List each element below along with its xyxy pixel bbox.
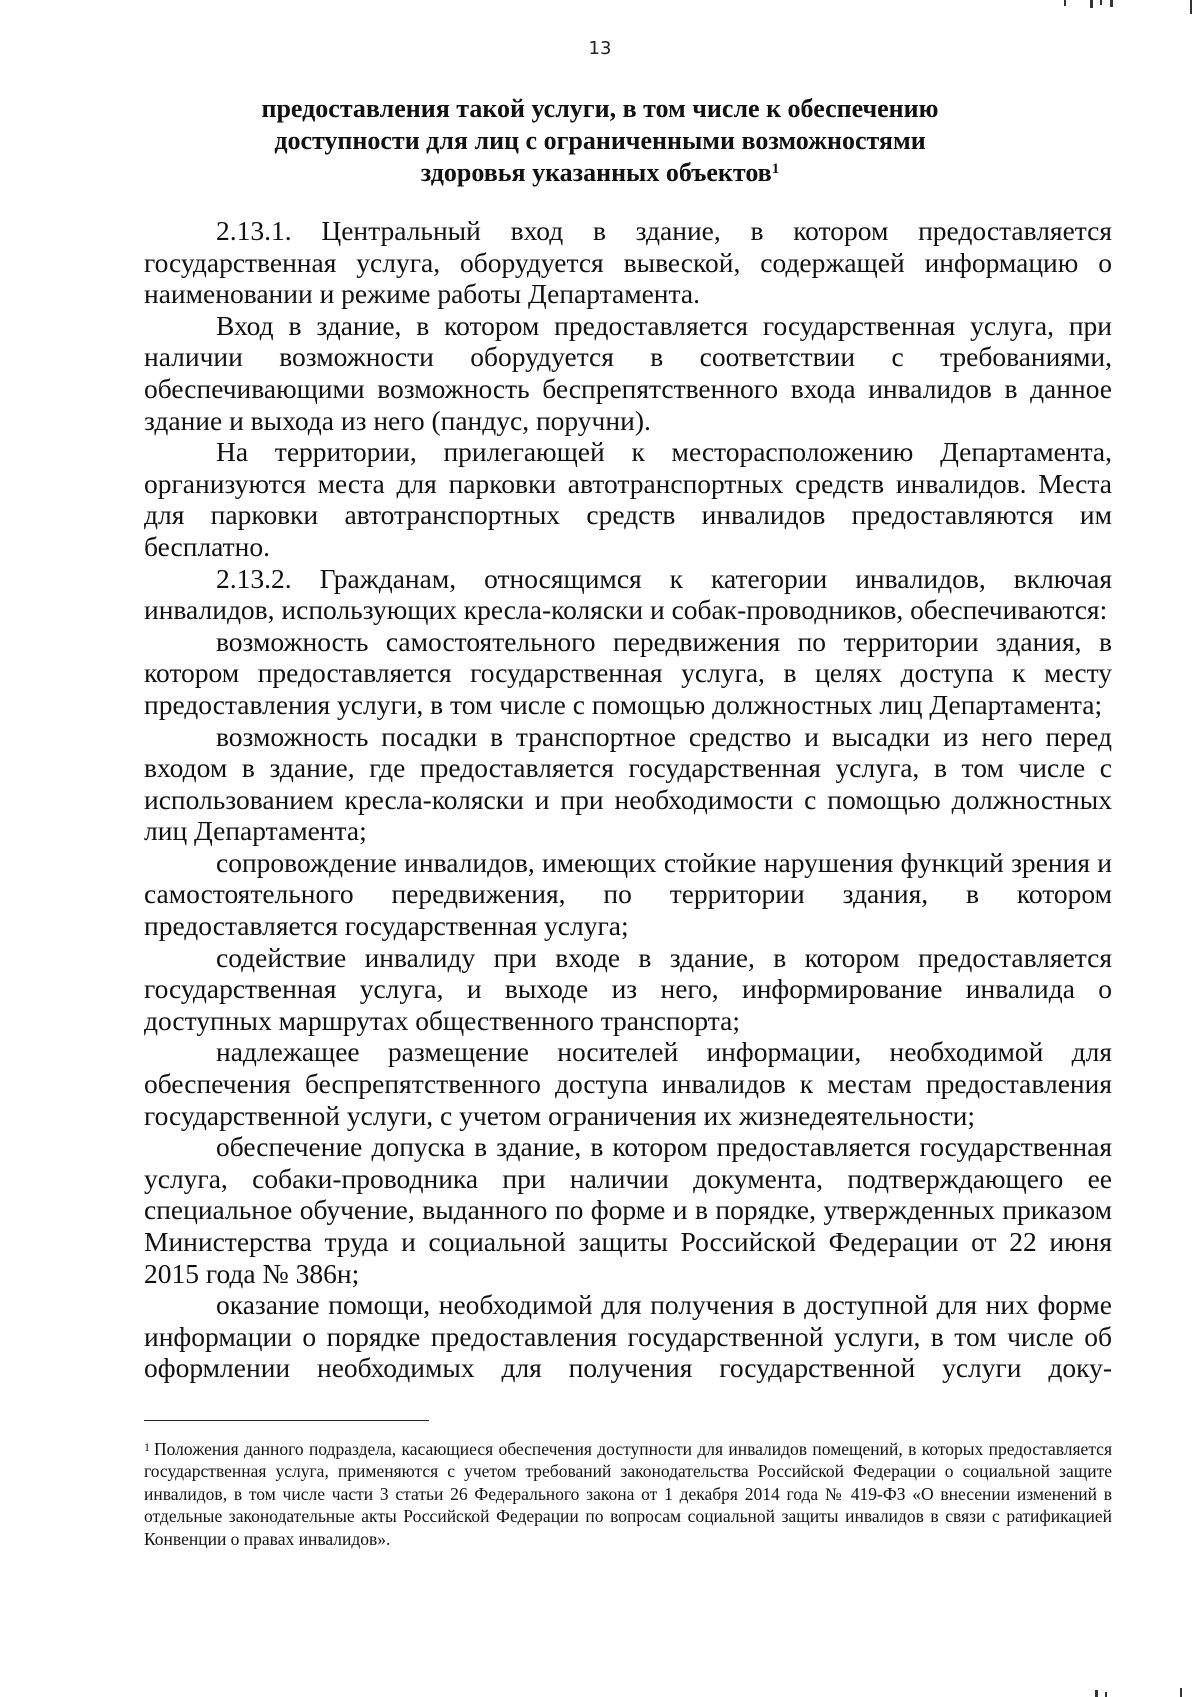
paragraph: 2.13.1. Центральный вход в здание, в котором предоставляется государственная услуга, оборудуется вывеской, содержащей информацию о наименовании и режиме работы Департамента. [144,215,1112,310]
footnote-text: Положения данного подраздела, касающиеся обеспечения доступности для инвалидов помещений, в которых предоставляется государственная услуга, применяются с учетом требований законодательства Российской Федерации о социальной защите инвалидов, в том числе части 3 статьи 26 Федерального закона от 1 декабря 2014 года № 419-ФЗ «О внесении изменений в отдельные законодательные акты Российской Федерации по вопросам социальной защиты инвалидов в связи с ратификацией Конвенции о правах инвалидов». [144,1439,1112,1549]
scan-artifact [1180,1688,1182,1697]
scan-artifact [1090,0,1093,8]
paragraph: надлежащее размещение носителей информации, необходимой для обеспечения беспрепятственного доступа инвалидов к местам предоставления государственной услуги, с учетом ограничения их жизнедеятельности; [144,1036,1112,1131]
section-heading [200,93,1000,189]
body-text [144,215,1112,1384]
scan-artifact [1064,0,1066,6]
scan-artifact [1110,0,1113,7]
footnote [144,1438,1112,1550]
heading-footnote-ref: 1 [771,161,780,177]
paragraph: Вход в здание, в котором предоставляется государственная услуга, при наличии возможности оборудуется в соответствии с требованиями, обеспечивающими возможность беспрепятственного входа инвалидов в данное здание и выхода из него (пандус, поручни). [144,309,1112,436]
paragraph: обеспечение допуска в здание, в котором предоставляется государственная услуга, собаки-проводника при наличии документа, подтверждающего ее специальное обучение, выданного по форме и в порядке, утвержденных приказом Министерства труда и социальной защиты Российской Федерации от 22 июня 2015 года № 386н; [144,1131,1112,1289]
scan-artifact [1105,1692,1107,1697]
heading-line-3: здоровья указанных объектов [420,158,772,187]
paragraph: сопровождение инвалидов, имеющих стойкие нарушения функций зрения и самостоятельного передвижения, по территории здания, в котором предоставляется государственная услуга; [144,846,1112,942]
footnote-marker: 1 [144,1440,150,1454]
heading-line-2: доступности для лиц с ограниченными возможностями [274,126,926,155]
paragraph: оказание помощи, необходимой для получения в доступной для них форме информации о порядке предоставления государственной услуги, в том числе об оформлении необходимых для получения государственной услуги доку- [144,1289,1112,1384]
heading-line-3-wrap [200,157,1000,189]
heading-line-1: предоставления такой услуги, в том числе к обеспечению [261,94,939,123]
scan-artifact [1100,0,1102,5]
footnote-separator [144,1420,429,1421]
page-number: 13 [588,38,612,59]
scan-artifact [1190,0,1192,14]
paragraph: содействие инвалиду при входе в здание, в котором предоставляется государственная услуга, и выходе из него, информирование инвалида о доступных маршрутах общественного транспорта; [144,941,1112,1036]
paragraph: 2.13.2. Гражданам, относящимся к категории инвалидов, включая инвалидов, использующих кресла-коляски и собак-проводников, обеспечиваются: [144,562,1112,626]
paragraph: возможность самостоятельного передвижения по территории здания, в котором предоставляется государственная услуга, в целях доступа к месту предоставления услуги, в том числе с помощью должностных лиц Департамента; [144,625,1112,720]
paragraph: возможность посадки в транспортное средство и высадки из него перед входом в здание, где предоставляется государственная услуга, в том числе с использованием кресла-коляски и при необходимости с помощью должностных лиц Департамента; [144,720,1112,847]
scan-artifact [1095,1690,1098,1697]
paragraph: На территории, прилегающей к месторасположению Департамента, организуются места для парковки автотранспортных средств инвалидов. Места для парковки автотранспортных средств инвалидов предоставляются им бесплатно. [144,436,1112,562]
